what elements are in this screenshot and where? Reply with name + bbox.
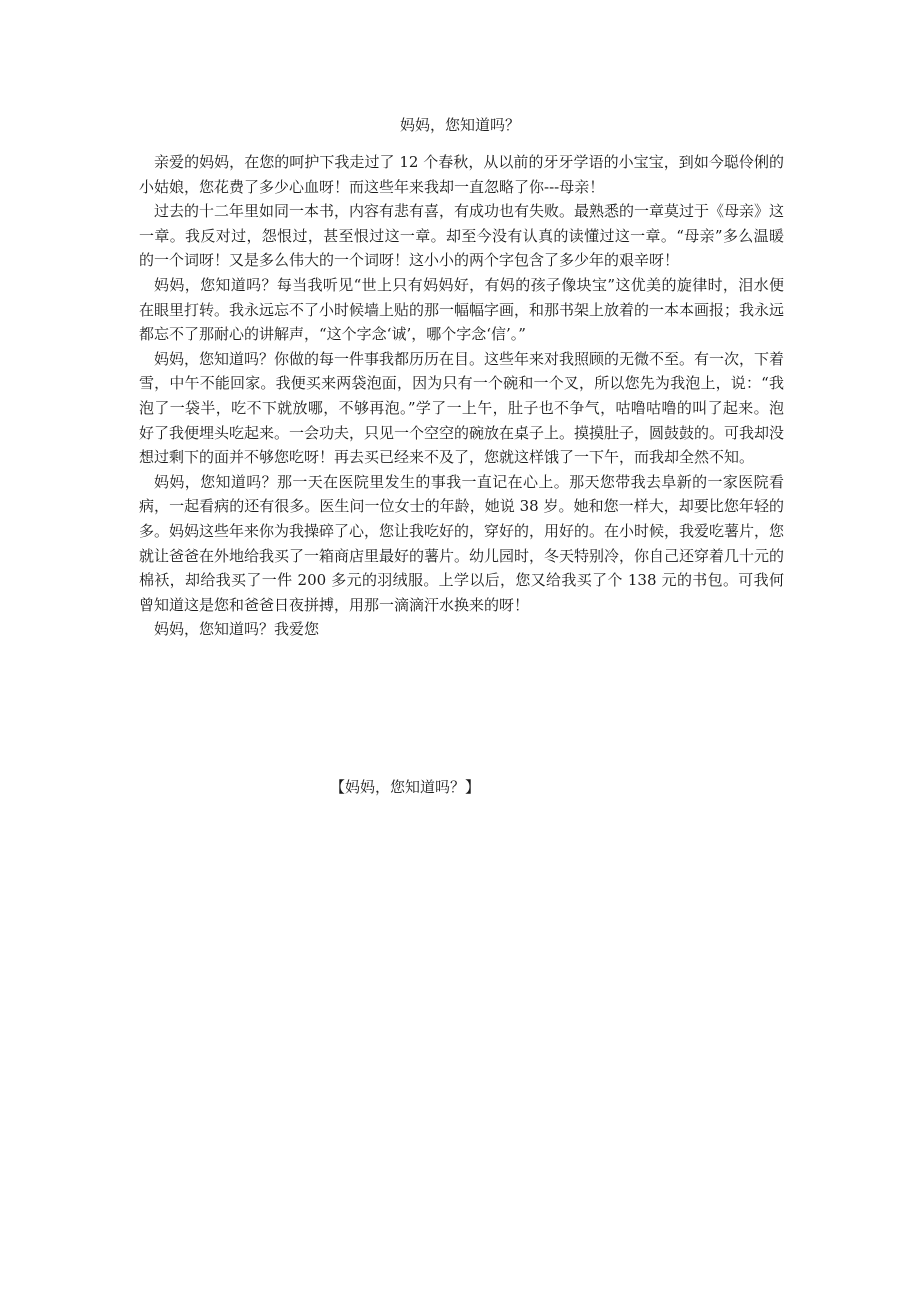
- paragraph-4: 妈妈，您知道吗？你做的每一件事我都历历在目。这些年来对我照顾的无微不至。有一次，下着雪，中午不能回家。我便买来两袋泡面，因为只有一个碗和一个叉，所以您先为我泡上，说：“我泡了一袋半，吃不下就放哪，不够再泡。”学了一上午，肚子也不争气，咕噜咕噜的叫了起来。泡好了我便埋头吃起来。一会功夫，只见一个空空的碗放在桌子上。摸摸肚子，圆鼓鼓的。可我却没想过剩下的面并不够您吃呀！再去买已经来不及了，您就这样饿了一下午，而我却全然不知。: [139, 349, 785, 467]
- paragraph-1: 亲爱的妈妈，在您的呵护下我走过了 12 个春秋，从以前的牙牙学语的小宝宝，到如今聪伶俐的小姑娘，您花费了多少心血呀！而这些年来我却一直忽略了你---母亲！: [139, 153, 784, 196]
- paragraph-6: 妈妈，您知道吗？我爱您: [154, 620, 320, 639]
- document-body: [139, 150, 784, 642]
- paragraph-3: 妈妈，您知道吗？每当我听见“世上只有妈妈好，有妈的孩子像块宝”这优美的旋律时，泪水便在眼里打转。我永远忘不了小时候墙上贴的那一幅幅字画，和那书架上放着的一本本画报；我永远都忘不了那耐心的讲解声，“这个字念‘诚’，哪个字念‘信’。”: [139, 275, 785, 344]
- paragraph-5: 妈妈，您知道吗？那一天在医院里发生的事我一直记在心上。那天您带我去阜新的一家医院看病，一起看病的还有很多。医生问一位女士的年龄，她说 38 岁。她和您一样大，却要比您年轻的多。妈妈这些年来你为我操碎了心，您让我吃好的，穿好的，用好的。在小时候，我爱吃薯片，您就让爸爸在外地给我买了一箱商店里最好的薯片。幼儿园时，冬天特别冷，你自己还穿着几十元的棉袄，却给我买了一件 200 多元的羽绒服。上学以后，您又给我买了个 138 元的书包。可我何曾知道这是您和爸爸日夜拼搏，用那一滴滴汗水换来的呀！: [139, 472, 785, 614]
- paragraph-2: 过去的十二年里如同一本书，内容有悲有喜，有成功也有失败。最熟悉的一章莫过于《母亲》这一章。我反对过，怨恨过，甚至恨过这一章。却至今没有认真的读懂过这一章。“母亲”多么温暖的一个词呀！又是多么伟大的一个词呀！这小小的两个字包含了多少年的艰辛呀！: [139, 202, 785, 270]
- document-title: 妈妈，您知道吗？: [399, 116, 520, 134]
- footer-title: 【妈妈，您知道吗？】: [330, 778, 481, 796]
